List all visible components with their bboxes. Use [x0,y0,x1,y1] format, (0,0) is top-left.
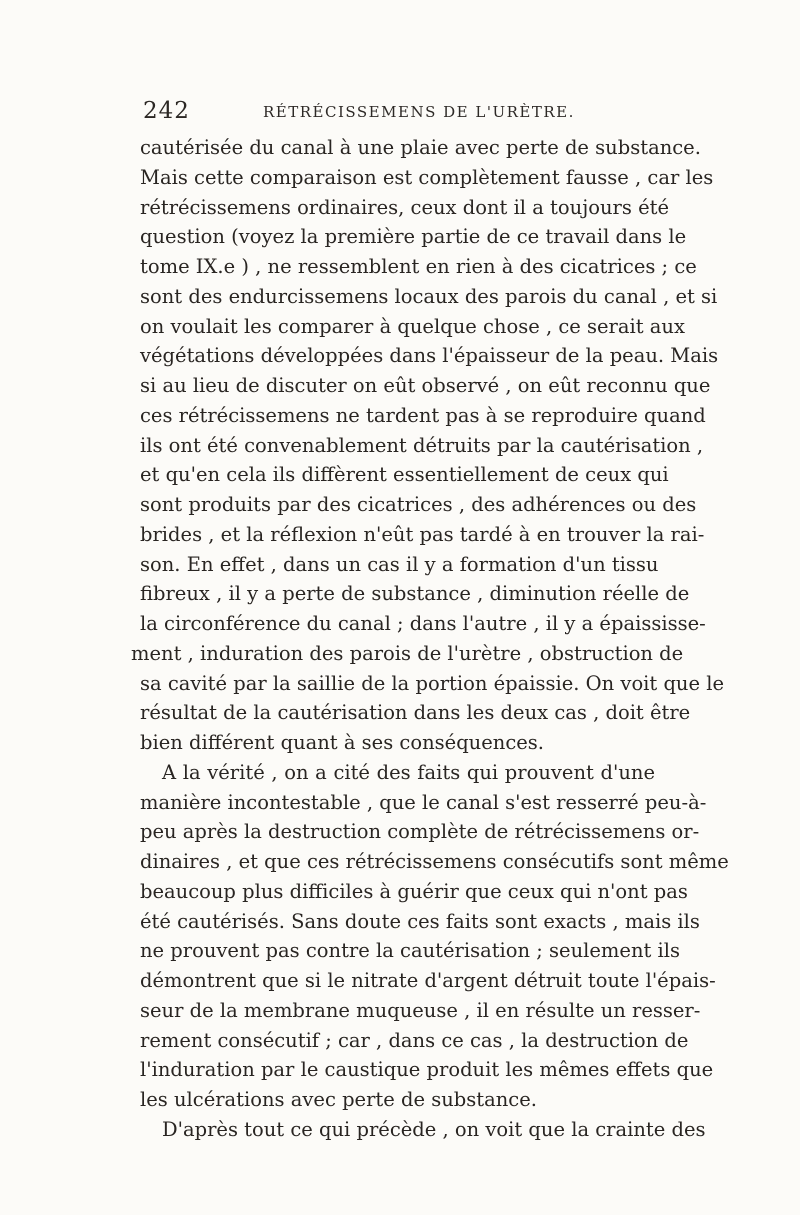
page-number: 242 [143,98,190,124]
text-line: tome IX.e ) , ne ressemblent en rien à des cicatrices ; ce [140,255,697,278]
text-line: bien différent quant à ses conséquences. [140,731,544,754]
text-line: manière incontestable , que le canal s'est resserré peu-à- [140,790,707,814]
text-line: végétations développées dans l'épaisseur de la peau. Mais [140,344,719,368]
text-line: l'induration par le caustique produit les mêmes effets que [140,1058,714,1082]
text-line: été cautérisés. Sans doute ces faits sont exacts , mais ils [140,909,700,933]
text-line: ces rétrécissemens ne tardent pas à se reproduire quand [140,403,706,427]
text-line: démontrent que si le nitrate d'argent détruit toute l'épais- [140,969,716,992]
text-line: son. En effet , dans un cas il y a formation d'un tissu [140,552,659,576]
text-line: A la vérité , on a cité des faits qui prouvent d'une [162,760,655,784]
body-text [131,133,729,1145]
text-line: beaucoup plus difficiles à guérir que ceux qui n'ont pas [140,879,688,903]
text-line: les ulcérations avec perte de substance. [140,1088,537,1111]
text-line: Mais cette comparaison est complètement fausse , car les [140,165,714,189]
text-line: dinaires , et que ces rétrécissemens consécutifs sont même [140,850,729,873]
text-line: seur de la membrane muqueuse , il en résulte un resser- [140,998,701,1022]
text-line: sont produits par des cicatrices , des adhérences ou des [140,493,697,516]
text-line: ils ont été convenablement détruits par la cautérisation , [140,433,704,457]
text-line: ne prouvent pas contre la cautérisation ; seulement ils [140,939,681,963]
text-line: question (voyez la première partie de ce travail dans le [140,225,687,249]
running-title: RÉTRÉCISSEMENS DE L'URÈTRE. [263,103,575,121]
text-line: peu après la destruction complète de rétrécissemens or- [140,820,700,844]
text-line: rement consécutif ; car , dans ce cas , la destruction de [140,1028,689,1052]
text-line: si au lieu de discuter on eût observé , on eût reconnu que [140,374,711,397]
text-line: rétrécissemens ordinaires, ceux dont il a toujours été [140,195,669,219]
text-line: résultat de la cautérisation dans les deux cas , doit être [140,701,691,725]
text-line: D'après tout ce qui précède , on voit que la crainte des [162,1117,706,1141]
page-header [143,98,673,128]
text-line: la circonférence du canal ; dans l'autre , il y a épaississe- [140,612,706,635]
text-line: fibreux , il y a perte de substance , diminution réelle de [140,582,690,606]
text-line: cautérisée du canal à une plaie avec perte de substance. [140,136,701,159]
text-line: on voulait les comparer à quelque chose , ce serait aux [140,314,685,338]
text-line: brides , et la réflexion n'eût pas tardé à en trouver la rai- [140,522,705,546]
text-line: et qu'en cela ils diffèrent essentiellement de ceux qui [140,463,669,487]
text-line: sa cavité par la saillie de la portion épaissie. On voit que le [140,671,725,695]
text-line: ment , induration des parois de l'urètre , obstruction de [131,641,684,665]
text-line: sont des endurcissemens locaux des parois du canal , et si [140,284,718,308]
